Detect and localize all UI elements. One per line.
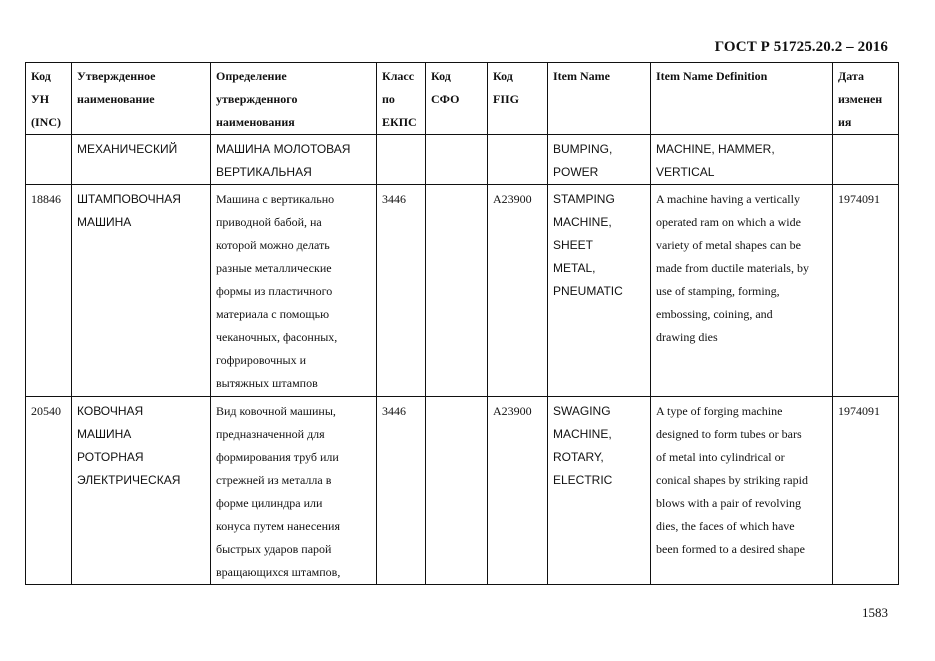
cell-date: 1974091 <box>833 397 899 585</box>
page-number: 1583 <box>862 605 888 620</box>
table-header-row <box>26 63 899 135</box>
table-row <box>26 135 899 185</box>
cell-ekps <box>377 135 426 185</box>
cell-date: 1974091 <box>833 185 899 397</box>
cell-date <box>833 135 899 185</box>
table-row <box>26 185 899 397</box>
header-fiig-code: Код FIIG <box>488 63 548 135</box>
cell-item-definition: A type of forging machine designed to form tubes or bars of metal into cylindrical or conical shapes by striking rapid blows with a pair of revolving dies, the faces of which have been formed to a desired shape <box>651 397 833 585</box>
cell-ekps: 3446 <box>377 397 426 585</box>
cell-sfo <box>426 135 488 185</box>
cell-item-name: BUMPING, POWER <box>548 135 651 185</box>
cell-definition: Машина с вертикально приводной бабой, на которой можно делать разные металлические формы из пластичного материала с помощью чеканочных, фасонных, гофрировочных и вытяжных штампов <box>211 185 377 397</box>
cell-item-name: SWAGING MACHINE, ROTARY, ELECTRIC <box>548 397 651 585</box>
header-ekps-class: Класс по ЕКПС <box>377 63 426 135</box>
cell-inc <box>26 135 72 185</box>
cell-inc: 20540 <box>26 397 72 585</box>
cell-fiig <box>488 135 548 185</box>
cell-approved-name: КОВОЧНАЯ МАШИНА РОТОРНАЯ ЭЛЕКТРИЧЕСКАЯ <box>72 397 211 585</box>
cell-item-name: STAMPING MACHINE, SHEET METAL, PNEUMATIC <box>548 185 651 397</box>
header-change-date: Дата изменен ия <box>833 63 899 135</box>
cell-sfo <box>426 397 488 585</box>
header-sfo-code: Код СФО <box>426 63 488 135</box>
cell-fiig: A23900 <box>488 397 548 585</box>
header-item-name: Item Name <box>548 63 651 135</box>
cell-inc: 18846 <box>26 185 72 397</box>
header-approved-name: Утвержденное наименование <box>72 63 211 135</box>
cell-approved-name: ШТАМПОВОЧНАЯ МАШИНА <box>72 185 211 397</box>
header-definition: Определение утвержденного наименования <box>211 63 377 135</box>
document-code: ГОСТ Р 51725.20.2 – 2016 <box>714 39 888 55</box>
cell-item-definition: MACHINE, HAMMER, VERTICAL <box>651 135 833 185</box>
cell-definition: Вид ковочной машины, предназначенной для формирования труб или стрежней из металла в форме цилиндра или конуса путем нанесения быстрых ударов парой вращающихся штампов, <box>211 397 377 585</box>
cell-sfo <box>426 185 488 397</box>
cell-fiig: A23900 <box>488 185 548 397</box>
header-inc: Код УН (INC) <box>26 63 72 135</box>
cell-definition: МАШИНА МОЛОТОВАЯ ВЕРТИКАЛЬНАЯ <box>211 135 377 185</box>
catalog-table <box>25 62 899 585</box>
header-item-name-definition: Item Name Definition <box>651 63 833 135</box>
cell-ekps: 3446 <box>377 185 426 397</box>
cell-item-definition: A machine having a vertically operated ram on which a wide variety of metal shapes can be made from ductile materials, by use of stamping, forming, embossing, coining, and drawing dies <box>651 185 833 397</box>
table-row <box>26 397 899 585</box>
cell-approved-name: МЕХАНИЧЕСКИЙ <box>72 135 211 185</box>
